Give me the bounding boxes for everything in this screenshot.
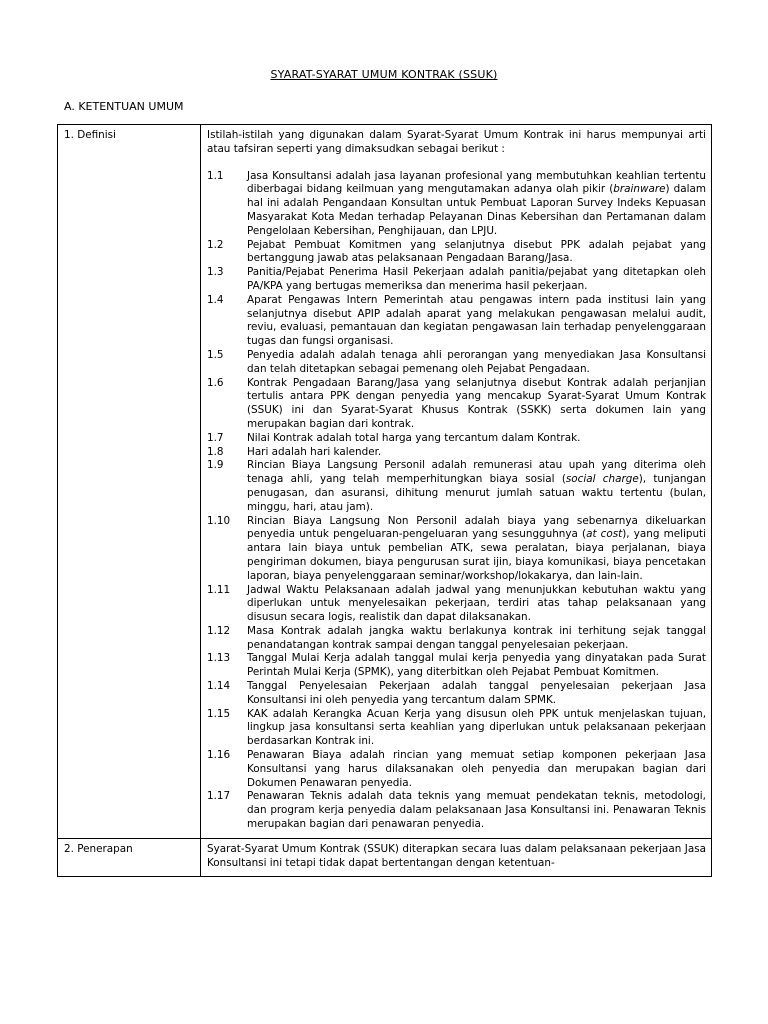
item-text: Nilai Kontrak adalah total harga yang tercantum dalam Kontrak. <box>247 431 581 444</box>
list-item <box>207 377 706 432</box>
item-text: Tanggal Penyelesaian Pekerjaan adalah tanggal penyelesaian pekerjaan Jasa Konsultansi ini oleh penyedia yang tercantum dalam SPMK. <box>247 680 706 706</box>
list-item <box>207 459 706 514</box>
list-item <box>207 239 706 267</box>
item-text: Penawaran Teknis adalah data teknis yang memuat pendekatan teknis, metodologi, dan program kerja penyedia dalam pelaksanaan Jasa Konsultansi ini. Penawaran Teknis merupakan bagian dari penawaran penyedia. <box>247 790 706 831</box>
item-text: Masa Kontrak adalah jangka waktu berlakunya kontrak ini terhitung sejak tanggal penandatangan kontrak sampai dengan tanggal penyelesaian pekerjaan. <box>247 624 706 651</box>
item-number: 1.10 <box>207 514 231 527</box>
list-item <box>207 170 706 239</box>
item-number: 1.2 <box>207 238 224 251</box>
item-text: Rincian Biaya Langsung Personil adalah remunerasi atau upah yang diterima oleh tenaga ahli, yang telah memperhitungkan biaya sosial (social charge), tunjangan penugasan, dan asuransi, dihitung menurut jumlah satuan waktu tertentu (bulan, minggu, hari, atau jam). <box>247 459 706 513</box>
intro-text: Istilah-istilah yang digunakan dalam Syarat-Syarat Umum Kontrak ini harus mempunyai arti atau tafsiran seperti yang dimaksudkan sebagai berikut : <box>207 129 706 155</box>
item-text: Panitia/Pejabat Penerima Hasil Pekerjaan adalah panitia/pejabat yang ditetapkan oleh PA/KPA yang bertugas memeriksa dan menerima hasil pekerjaan. <box>247 266 706 292</box>
item-number: 1.16 <box>207 749 231 762</box>
item-text: Hari adalah hari kalender. <box>247 445 382 458</box>
item-number: 1.4 <box>207 293 224 306</box>
list-item <box>207 349 706 377</box>
item-number: 1.9 <box>207 459 224 472</box>
list-item <box>207 708 706 749</box>
item-number: 1.7 <box>207 431 224 444</box>
item-text: Penyedia adalah adalah tenaga ahli perorangan yang menyediakan Jasa Konsultansi dan telah ditetapkan sebagai pemenang oleh Pejabat Pengadaan. <box>247 348 706 375</box>
item-number: 1.12 <box>207 624 231 637</box>
list-item <box>207 446 706 460</box>
item-text: Rincian Biaya Langsung Non Personil adalah biaya yang sebenarnya dikeluarkan penyedia untuk pengeluaran-pengeluaran yang sesungguhnya (at cost), yang meliputi antara lain biaya untuk pembelian ATK, sewa peralatan, biaya perjalanan, biaya pengiriman dokumen, biaya pengurusan surat ijin, biaya komunikasi, biaya pencetakan laporan, biaya penyelenggaraan seminar/workshop/lokakarya, dan lain-lain. <box>247 514 707 582</box>
item-number: 1.1 <box>207 169 224 182</box>
section-heading: A. KETENTUAN UMUM <box>64 100 184 113</box>
item-number: 1.13 <box>207 652 231 665</box>
list-item <box>207 515 706 584</box>
list-item <box>207 680 706 708</box>
item-text: Penawaran Biaya adalah rincian yang memuat setiap komponen pekerjaan Jasa Konsultansi yang harus dilaksanakan oleh penyedia dan merupakan bagian dari Dokumen Penawaran penyedia. <box>247 749 706 789</box>
document-title: SYARAT-SYARAT UMUM KONTRAK (SSUK) <box>270 68 498 81</box>
item-text: Pejabat Pembuat Komitmen yang selanjutnya disebut PPK adalah pejabat yang bertanggung jawab atas pelaksanaan Pengadaan Barang/Jasa. <box>247 238 706 265</box>
item-text: Jasa Konsultansi adalah jasa layanan profesional yang membutuhkan keahlian tertentu diberbagai bidang keilmuan yang mengutamakan adanya olah pikir (brainware) dalam hal ini adalah Pengandaan Konsultan untuk Pembuat Laporan Survey Indeks Kepuasan Masyarakat Kota Medan terhadap Pelayanan Dinas Kebersihan dan Pertamanan dalam Pengelolaan Kebersihan, Penghijauan, dan LPJU. <box>247 169 706 237</box>
list-item <box>207 266 706 294</box>
list-item <box>207 432 706 446</box>
term-cell <box>58 125 201 839</box>
item-text: Tanggal Mulai Kerja adalah tanggal mulai kerja penyedia yang dinyatakan pada Surat Perintah Mulai Kerja (SPMK), yang diterbitkan oleh Pejabat Pembuat Komitmen. <box>247 652 706 679</box>
list-item <box>207 652 706 680</box>
item-number: 1.3 <box>207 266 224 279</box>
list-item <box>207 749 706 790</box>
item-number: 1.8 <box>207 445 224 458</box>
item-number: 1.5 <box>207 348 224 361</box>
term-cell <box>58 838 201 877</box>
list-item <box>207 625 706 653</box>
list-item <box>207 790 706 831</box>
description-cell <box>201 838 712 877</box>
item-number: 1.14 <box>207 680 231 693</box>
item-number: 1.11 <box>207 583 231 596</box>
item-text: Jadwal Waktu Pelaksanaan adalah jadwal yang menunjukkan kebutuhan waktu yang diperlukan untuk menyelesaikan pekerjaan, terdiri atas tahap pelaksanaan yang disusun secara logis, realistik dan dapat dilaksanakan. <box>247 583 706 624</box>
item-text: KAK adalah Kerangka Acuan Kerja yang disusun oleh PPK untuk menjelaskan tujuan, lingkup jasa konsultansi serta keahlian yang diperlukan untuk pelaksanaan pekerjaan berdasarkan Kontrak ini. <box>247 707 706 748</box>
item-number: 1.17 <box>207 790 231 803</box>
item-text: Aparat Pengawas Intern Pemerintah atau pengawas intern pada institusi lain yang selanjutnya disebut APIP adalah aparat yang melakukan pengawasan melalui audit, reviu, evaluasi, pemantauan dan kegiatan pengawasan lain terhadap penyelenggaraan tugas dan fungsi organisasi. <box>247 293 706 348</box>
list-item <box>207 294 706 349</box>
list-item <box>207 584 706 625</box>
intro-text: Syarat-Syarat Umum Kontrak (SSUK) diterapkan secara luas dalam pelaksanaan pekerjaan Jasa Konsultansi ini tetapi tidak dapat bertentangan dengan ketentuan- <box>207 842 706 869</box>
contract-terms-table <box>57 124 712 877</box>
item-number: 1.6 <box>207 376 224 389</box>
description-cell <box>201 125 712 839</box>
term-label: 1. Definisi <box>64 129 116 141</box>
item-text: Kontrak Pengadaan Barang/Jasa yang selanjutnya disebut Kontrak adalah perjanjian tertulis antara PPK dengan penyedia yang mencakup Syarat-Syarat Umum Kontrak (SSUK) ini dan Syarat-Syarat Khusus Kontrak (SSKK) serta dokumen lain yang merupakan bagian dari kontrak. <box>247 376 706 430</box>
item-number: 1.15 <box>207 707 231 720</box>
term-label: 2. Penerapan <box>64 842 133 855</box>
table-row <box>58 125 712 839</box>
table-row <box>58 838 712 877</box>
